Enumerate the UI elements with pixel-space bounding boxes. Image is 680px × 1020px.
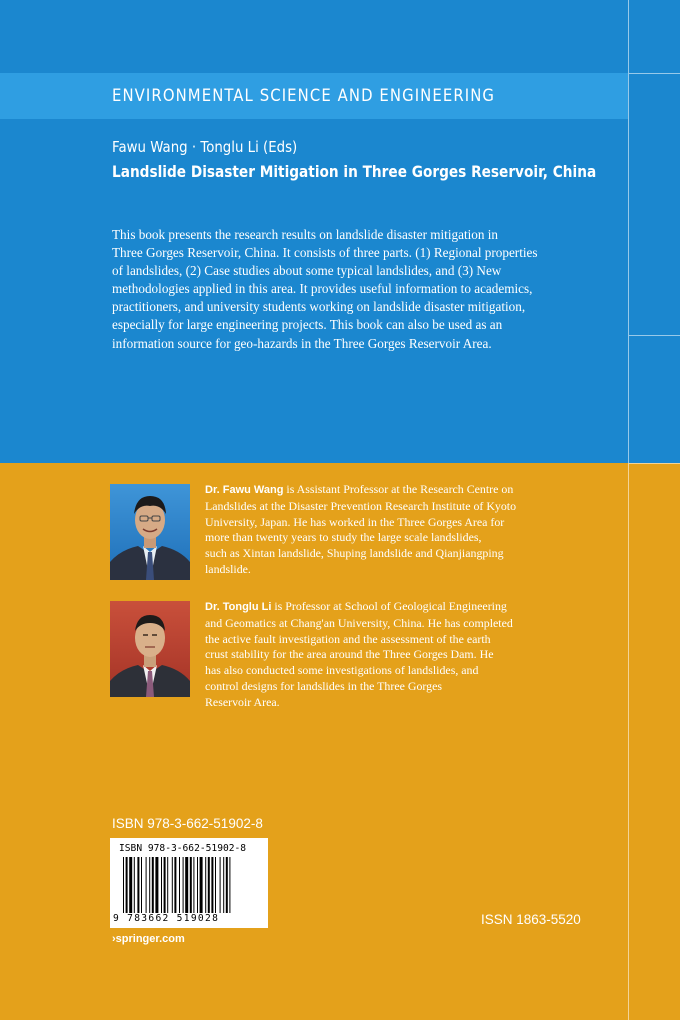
bio-line: Landslides at the Disaster Prevention Research Institute of Kyoto <box>205 498 517 513</box>
author-name: Dr. Tonglu Li <box>205 601 272 613</box>
description-line: Three Gorges Reservoir, China. It consists of three parts. (1) Regional properties <box>112 245 538 261</box>
isbn-text: ISBN 978-3-662-51902-8 <box>112 816 263 831</box>
author-photo-wang <box>110 484 190 580</box>
description-line: practitioners, and university students working on landslide disaster mitigation, <box>112 299 526 315</box>
bio-line: more than twenty years to study the large scale landslides, <box>205 530 482 545</box>
barcode-isbn-label: ISBN 978-3-662-51902-8 <box>119 843 247 854</box>
isbn-barcode <box>110 838 268 928</box>
tick-line <box>629 335 680 336</box>
bio-line: has also conducted some investigations of landslides, and <box>205 663 479 678</box>
bio-line: landslide. <box>205 561 251 576</box>
bio-line: such as Xintan landslide, Shuping landslide and Qianjiangping <box>205 546 504 561</box>
barcode-digits: 9 783662 519028 <box>113 913 220 924</box>
bio-line: and Geomatics at Chang'an University, China. He has completed <box>205 615 513 630</box>
bio-line: control designs for landslides in the Three Gorges <box>205 678 442 693</box>
bio-line: Reservoir Area. <box>205 694 280 709</box>
bio-line: is Assistant Professor at the Research Centre on <box>283 482 514 496</box>
bio-line: is Professor at School of Geological Engineering <box>271 599 507 613</box>
issn-text: ISSN 1863-5520 <box>481 912 581 927</box>
series-title: ENVIRONMENTAL SCIENCE AND ENGINEERING <box>112 86 496 105</box>
barcode-bars <box>123 857 257 913</box>
author-photo-li <box>110 601 190 697</box>
author-bio-li <box>205 599 605 711</box>
description-line: of landslides, (2) Case studies about some typical landslides, and (3) New <box>112 263 502 279</box>
book-authors: Fawu Wang · Tonglu Li (Eds) <box>112 138 298 156</box>
description-line: especially for large engineering projects. This book can also be used as an <box>112 317 503 333</box>
book-description <box>112 226 612 353</box>
author-bio-wang <box>205 482 605 578</box>
bio-line: the active fault investigation and the assessment of the earth <box>205 631 491 646</box>
spine-line <box>628 0 629 1020</box>
tick-line <box>629 73 680 74</box>
description-line: This book presents the research results on landslide disaster mitigation in <box>112 227 499 242</box>
bio-line: crust stability for the area around the Three Gorges Dam. He <box>205 647 494 662</box>
description-line: information source for geo-hazards in the Three Gorges Reservoir Area. <box>112 335 492 351</box>
author-name: Dr. Fawu Wang <box>205 484 284 496</box>
description-line: methodologies applied in this area. It provides useful information to academics, <box>112 281 533 297</box>
publisher-link[interactable]: ›springer.com <box>112 933 185 945</box>
tick-line <box>629 463 680 464</box>
book-title: Landslide Disaster Mitigation in Three Gorges Reservoir, China <box>112 162 597 181</box>
bio-line: University, Japan. He has worked in the Three Gorges Area for <box>205 514 505 529</box>
